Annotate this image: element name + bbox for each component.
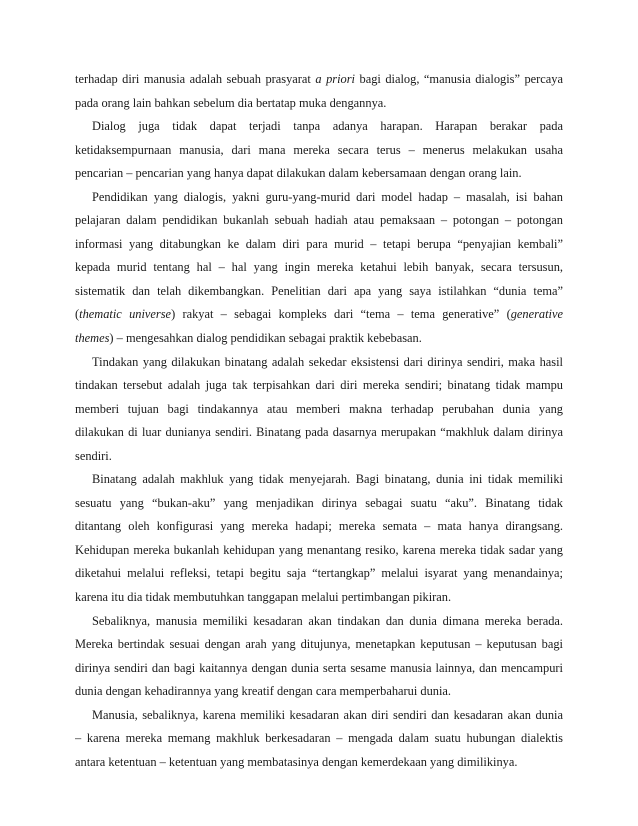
text-segment: Binatang adalah makhluk yang tidak menyejarah. Bagi binatang, dunia ini tidak memiliki [92, 472, 563, 487]
italic-text: themes [75, 331, 110, 346]
text-line [75, 421, 563, 445]
text-line [75, 139, 563, 163]
text-line [75, 657, 563, 681]
text-segment: karena itu dia tidak membutuhkan tanggapan melalui pertimbangan pikiran. [75, 590, 452, 605]
text-segment: tindakan tersebut adalah juga tak terpisahkan dari diri mereka sendiri; binatang tidak mampu [75, 378, 563, 393]
text-segment: pelajaran dalam pendidikan bukanlah sebuah hadiah atau pemaksaan – potongan – potongan [75, 213, 563, 228]
text-segment: ) rakyat – sebagai kompleks dari “tema – tema generative” ( [171, 307, 511, 322]
text-line [75, 68, 563, 92]
text-line [75, 633, 563, 657]
text-segment: Pendidikan yang dialogis, yakni guru-yang-murid dari model hadap – masalah, isi bahan [92, 189, 563, 204]
text-line [75, 92, 563, 116]
text-line [75, 586, 563, 610]
italic-text: thematic universe [79, 307, 172, 322]
text-line [75, 539, 563, 563]
text-segment: Tindakan yang dilakukan binatang adalah sekedar eksistensi dari dirinya sendiri, maka hasil [92, 354, 563, 369]
document-page [75, 68, 563, 774]
text-segment: ditantang oleh konfigurasi yang mereka hadapi; mereka semata – mata hanya dirangsang. [75, 519, 563, 534]
text-segment: ( [75, 307, 80, 322]
text-line [75, 256, 563, 280]
text-segment: sistematik dan telah dikembangkan. Penelitian dari apa yang saya istilahkan “dunia tema” [75, 283, 563, 298]
text-line [75, 492, 563, 516]
italic-text: generative [510, 307, 563, 322]
text-line [75, 186, 563, 210]
text-line [75, 115, 563, 139]
text-segment: Sebaliknya, manusia memiliki kesadaran akan tindakan dan dunia dimana mereka berada. [92, 613, 563, 628]
italic-text: a priori [315, 72, 355, 86]
text-segment: sendiri. [75, 448, 112, 463]
text-segment: memberi tujuan bagi tindakannya atau memberi makna terhadap perubahan dunia yang [75, 401, 563, 416]
text-segment: pencarian – pencarian yang hanya dapat dilakukan dalam kebersamaan dengan orang lain. [75, 166, 522, 181]
text-line [75, 303, 563, 327]
text-segment: ketidaksempurnaan manusia, dari mana mereka secara terus – menerus melakukan usaha [75, 142, 563, 157]
text-line [75, 209, 563, 233]
text-line [75, 327, 563, 351]
text-line [75, 398, 563, 422]
text-line [75, 562, 563, 586]
text-segment: Manusia, sebaliknya, karena memiliki kesadaran akan diri sendiri dan kesadaran akan dunia [92, 707, 563, 722]
text-line [75, 445, 563, 469]
text-segment: pada orang lain bahkan sebelum dia bertatap muka dengannya. [75, 95, 387, 110]
text-segment: ) – mengesahkan dialog pendidikan sebagai praktik kebebasan. [109, 331, 422, 346]
text-segment: antara ketentuan – ketentuan yang membatasinya dengan kemerdekaan yang dimilikinya. [75, 754, 518, 769]
text-segment: Kehidupan mereka bukanlah kehidupan yang menantang resiko, karena mereka tidak sadar yang [75, 542, 563, 557]
text-line [75, 233, 563, 257]
text-line [75, 374, 563, 398]
text-line [75, 680, 563, 704]
text-segment: sesuatu yang “bukan-aku” yang menjadikan dirinya sebagai suatu “aku”. Binatang tidak [75, 495, 563, 510]
text-line [75, 704, 563, 728]
text-line [75, 751, 563, 775]
text-segment: dilakukan di luar dunianya sendiri. Binatang pada dasarnya merupakan “makhluk dalam dirinya [75, 425, 563, 440]
text-segment: Dialog juga tidak dapat terjadi tanpa adanya harapan. Harapan berakar pada [92, 119, 563, 134]
text-line [75, 351, 563, 375]
text-segment: informasi yang ditabungkan ke dalam diri para murid – tetapi berupa “penyajian kembali” [75, 236, 563, 251]
text-segment: dirinya sendiri dan bagi kaitannya dengan dunia serta sesame manusia lainnya, dan mencampuri [75, 660, 563, 675]
text-line [75, 280, 563, 304]
text-line [75, 727, 563, 751]
text-line [75, 610, 563, 634]
text-segment: diketahui melalui refleksi, tetapi begitu saja “tertangkap” melalui isyarat yang menandainya; [75, 566, 563, 581]
text-segment: dunia dengan kehadirannya yang kreatif dengan cara memperbaharui dunia. [75, 684, 452, 699]
text-segment: terhadap diri manusia adalah sebuah prasyarat [75, 72, 316, 86]
text-line [75, 468, 563, 492]
text-line [75, 515, 563, 539]
text-line [75, 162, 563, 186]
text-segment: Mereka bertindak sesuai dengan arah yang ditujunya, menetapkan keputusan – keputusan bagi [75, 637, 563, 652]
text-segment: – karena mereka memang makhluk berkesadaran – mengada dalam suatu hubungan dialektis [75, 731, 563, 746]
text-segment: kepada murid tentang hal – hal yang ingin mereka ketahui lebih banyak, secara tersusun, [75, 260, 563, 275]
text-segment: bagi dialog, “manusia dialogis” percaya [355, 72, 563, 86]
